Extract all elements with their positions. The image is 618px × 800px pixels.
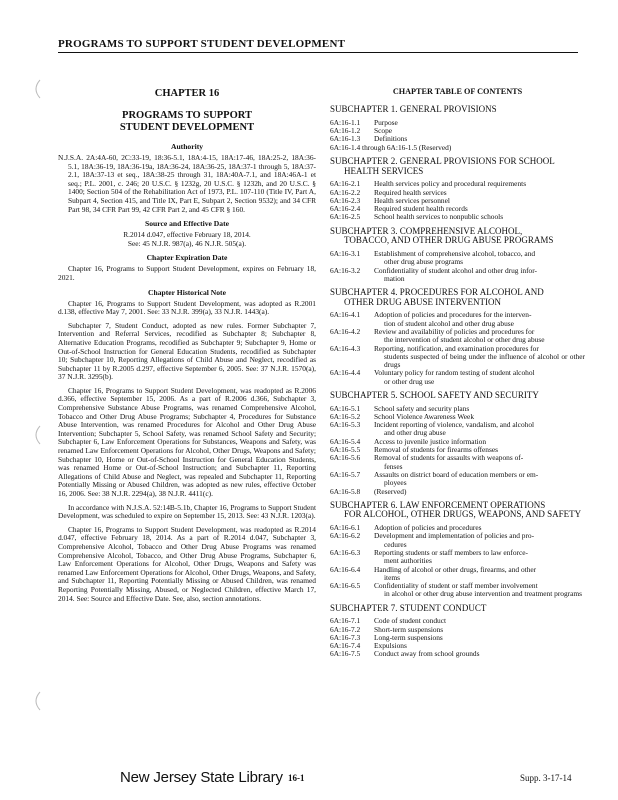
toc-entry-title-line: Code of student conduct [374,616,447,626]
toc-entry-number: 6A:16-2.1 [330,179,361,189]
toc-entry [330,311,585,328]
toc-body [330,105,585,658]
table-of-contents [330,88,585,659]
toc-entry-title-line: Handling of alcohol or other drugs, firearms, and other [374,564,537,574]
footer-supplement: Supp. 3-17-14 [520,773,572,783]
toc-entry-number: 6A:16-4.2 [330,326,361,336]
toc-entry-title-cont: in alcohol or other drug abuse intervention and treatment programs [384,589,583,599]
toc-entry-number: 6A:16-7.2 [330,624,361,634]
toc-subchapter-title-cont: TOBACCO, AND OTHER DRUG ABUSE PROGRAMS [344,235,554,246]
toc-entry-title-line: Access to juvenile justice information [374,436,487,446]
toc-entry-number: 6A:16-6.4 [330,564,361,574]
toc-subchapter-title-main: SUBCHAPTER 1. GENERAL PROVISIONS [330,104,497,115]
chapter-title [58,110,316,134]
toc-entry-number: 6A:16-3.1 [330,248,361,258]
history-heading: Chapter Historical Note [148,287,226,297]
toc-entry-number: 6A:16-2.2 [330,187,361,197]
toc-entry [330,213,585,221]
toc-entry-number: 6A:16-7.5 [330,649,361,659]
toc-subchapter-title-main: SUBCHAPTER 7. STUDENT CONDUCT [330,602,487,613]
toc-entry-number: 6A:16-5.2 [330,411,361,421]
punch-hole-mark-bottom [30,690,46,712]
chapter-number: CHAPTER 16 [154,88,220,99]
toc-entry-number: 6A:16-2.3 [330,195,361,205]
toc-entry-title-line: Health services personnel [374,195,450,205]
toc-subchapter-title-main: SUBCHAPTER 2. GENERAL PROVISIONS FOR SCHOOL [330,156,555,167]
toc-entry-title [374,250,585,267]
toc-entry [330,566,585,583]
history-paragraph: Subchapter 7, Student Conduct, adopted as new rules. Former Subchapter 7, Intervention and Referral Services, recodified as Subchapter 8; Subchapter 8, Alternative Education Programs, recodified as Subchapter 9; Subchapter 9, Home or Out-of-School Instruction for General Education Students, recodified as Subchapter 10; Subchapter 10, Reporting Allegations of Child Abuse and Neglect, recodified as Subchapter 11 by R.2005 d.297, effective September 6, 2005. See: 37 N.J.R. 1570(a), 37 N.J.R. 3295(b). [58,320,316,382]
toc-entry-title-cont: fenses [384,461,403,471]
toc-subchapter-title-cont: FOR ALCOHOL, OTHER DRUGS, WEAPONS, AND SAFETY [344,509,582,520]
toc-entry-title-cont: tion of student alcohol and other drug abuse [384,318,514,328]
authority-heading: Authority [170,142,204,151]
toc-entry [330,189,585,197]
toc-subchapter-title-main: SUBCHAPTER 3. COMPREHENSIVE ALCOHOL, [330,225,523,236]
toc-entry-number: 6A:16-4.1 [330,310,361,320]
toc-entry [330,267,585,284]
toc-entry-number: 6A:16-1.1 [330,117,361,127]
toc-entry-number: 6A:16-1.2 [330,126,361,136]
toc-entry [330,180,585,188]
toc-entry-title-line: Required student health records [374,204,468,214]
toc-entry-number: 6A:16-1.4 through 6A:16-1.5 (Reserved) [330,142,452,152]
toc-entry-title-cont: the intervention of student alcohol or other drug abuse [384,335,545,345]
toc-entry-title [374,650,585,658]
toc-entry-title [374,549,585,566]
toc-entry-title-line: Review and availability of policies and procedures for [374,326,535,336]
toc-entry-title-cont: other drug abuse programs [384,257,464,267]
running-head: PROGRAMS TO SUPPORT STUDENT DEVELOPMENT [58,38,346,50]
toc-entry [330,626,585,634]
toc-entry-title-line: Definitions [374,134,408,144]
toc-entry-title [374,267,585,284]
toc-subchapter-title-cont: HEALTH SERVICES [344,165,424,176]
toc-entry-title-cont: ment authorities [384,556,432,566]
toc-entry [330,634,585,642]
toc-entry-title-line: Long-term suspensions [374,632,443,642]
toc-subchapter-title [330,105,585,115]
toc-entry-title-line: School health services to nonpublic schools [374,212,504,222]
header-rule [58,52,578,53]
history-paragraph: In accordance with N.J.S.A. 52:14B-5.1b, Chapter 16, Programs to Support Student Development, was scheduled to expire on September 15, 2013. See: 43 N.J.R. 1203(a). [58,502,316,521]
toc-subchapter-title [330,501,585,520]
toc-entry [330,345,585,370]
toc-entry-title-cont: cedures [384,539,407,549]
toc-entry-number: 6A:16-5.8 [330,486,361,496]
toc-entry-title-line: Purpose [374,117,398,127]
toc-entry-title-cont: and other drug abuse [384,428,446,438]
toc-entry-title-line: Incident reporting of violence, vandalism, and alcohol [374,420,535,430]
source-line2: See: 45 N.J.R. 987(a), 46 N.J.R. 505(a). [127,238,247,248]
toc-subchapter-title-main: SUBCHAPTER 4. PROCEDURES FOR ALCOHOL AND [330,287,544,298]
toc-entry-title [374,119,585,127]
toc-entry-title-line: (Reserved) [374,486,407,496]
toc-entry-title-line: Development and implementation of policies and pro- [374,531,535,541]
toc-entry [330,119,585,127]
toc-entry-title-line: Required health services [374,187,447,197]
toc-entry-title-line: Confidentiality of student or staff member involvement [374,581,538,591]
toc-subchapter-title [330,288,585,307]
toc-entry [330,532,585,549]
footer-library-stamp: New Jersey State Library [120,769,283,786]
toc-entry [330,421,585,438]
toc-entry-number: 6A:16-5.7 [330,469,361,479]
history-paragraph: Chapter 16, Programs to Support Student Development, was readopted as R.2014 d.047, effective February 18, 2014. As a part of R.2014 d.047, Subchapter 3, Comprehensive Alcohol, Tobacco and Other Drug Abuse Programs was renamed Comprehensive Alcohol, Tobacco, and Other Drug Abuse Programs, Subchapter 6, Law Enforcement Operations for Alcohol, Other Drugs, Weapons and Safety was renamed Law Enforcement Operations for Alcohol, Other Drugs, Weapons, and Safety, and Subchapter 11, Reporting Potentially Missing or Abused Children, was renamed Reporting Potentially Missing, Abused, or Neglected Children, effective March 17, 2014. See: Source and Effective Date. See, also, section annotations. [58,524,316,603]
toc-entry-title-cont: students suspected of being under the influence of alcohol or other drugs [384,351,585,370]
toc-entry-title-line: Removal of students for firearms offenses [374,445,499,455]
toc-entry-title-line: Adoption of policies and procedures for the interven- [374,310,532,320]
toc-entry-title-line: Removal of students for assaults with weapons of- [374,453,524,463]
toc-entry-number: 6A:16-4.3 [330,343,361,353]
left-column [58,88,316,608]
toc-entry-title [374,369,585,386]
toc-entry-title-line: Adoption of policies and procedures [374,523,482,533]
toc-entry-number: 6A:16-5.3 [330,420,361,430]
toc-subchapter-title [330,391,585,401]
toc-entry-title-line: Conduct away from school grounds [374,649,480,659]
toc-entry-title [374,488,585,496]
toc-entry-title-cont: items [384,572,401,582]
source-heading: Source and Effective Date [144,219,229,229]
punch-hole-mark-top [30,78,46,100]
toc-entry-number: 6A:16-6.1 [330,523,361,533]
history-paragraph: Chapter 16, Programs to Support Student Development, was adopted as R.2001 d.138, effective May 7, 2001. See: 33 N.J.R. 399(a), 33 N.J.R. 1443(a). [58,298,316,317]
toc-entry-title [374,454,585,471]
toc-entry-number: 6A:16-7.3 [330,632,361,642]
toc-entry-title [374,421,585,438]
toc-entry-title-line: Reporting students or staff members to law enforce- [374,547,528,557]
expiration-heading: Chapter Expiration Date [146,253,228,263]
toc-entry-title-line: School Violence Awareness Week [374,411,475,421]
expiration-text: Chapter 16, Programs to Support Student Development, expires on February 18, 2021. [58,264,316,282]
toc-entry-title [374,213,585,221]
toc-subchapter-title [330,157,585,176]
toc-entry-number: 6A:16-2.5 [330,212,361,222]
toc-entry [330,127,585,135]
toc-entry-number: 6A:16-4.4 [330,368,361,378]
toc-entry [330,582,585,599]
toc-entry-title-cont: or other drug use [384,376,435,386]
authority-text: N.J.S.A. 2A:4A-60, 2C:33-19, 18:36-5.1, 18A:4-15, 18A:17-46, 18A:25-2, 18A:36-5.1, 18A:36-19, 18A:36-19a, 18A:36-24, 18A:36-25, 18A:37-1 through 5, 18A:37-2.1, 18A:37-13 et seq., 18A:38-25 through 31, 18A:40A-7.1, and 18A:46A-1 et seq.; P.L. 2001, c. 246; 20 U.S.C. § 1232g, 20 U.S.C. § 1232h, and 20 U.S.C. § 1400; Section 504 of the Rehabilitation Act of 1973, P.L. 107-110 (Title IV, Part A, Subpart 4, Section 415, and Title IX, Part E, Subpart 2, Section 9532); and 34 CFR Part 98, 34 CFR Part 99, 42 CFR Part 2, and 45 CFR § 160. [58,153,316,214]
toc-entry [330,250,585,267]
chapter-title-line2: STUDENT DEVELOPMENT [119,122,255,133]
toc-subchapter-title-main: SUBCHAPTER 6. LAW ENFORCEMENT OPERATIONS [330,499,546,510]
chapter-title-line1: PROGRAMS TO SUPPORT [122,110,252,121]
toc-entry [330,617,585,625]
toc-subchapter-title-cont: OTHER DRUG ABUSE INTERVENTION [344,296,502,307]
history-paragraph: Chapter 16, Programs to Support Student Development, was readopted as R.2006 d.366, effective September 15, 2006. As a part of R.2006 d.366, Subchapter 3, Comprehensive Substance Abuse Programs, was renamed Comprehensive Alcohol, Tobacco and Other Drug Abuse Programs; Subchapter 4, Procedures for Substance Abuse Intervention, was renamed Procedures for Alcohol and Other Drug Abuse Intervention; Subchapter 5, School Safety, was renamed School Safety and Security; Subchapter 6, Law Enforcement Operations for Substances, Weapons and Safety, was renamed Law Enforcement Operations for Alcohol, Other Drugs, Weapons and Safety; Subchapter 10, Home or Out-of-School Instruction for General Education Students, was renamed Home or Out-of-School Instruction; and Subchapter 11, Reporting Allegations of Child Abuse and Neglect, was repealed and Subchapter 11, Reporting Potentially Missing or Abused Children, was adopted as new rules, effective October 16, 2006. See: 38 N.J.R. 2294(a), 38 N.J.R. 4411(c). [58,385,316,498]
toc-entry-number: 6A:16-7.4 [330,641,361,651]
toc-entry-title [374,328,585,345]
toc-entry-title-line: Confidentiality of student alcohol and other drug infor- [374,265,538,275]
toc-entry-title-line: School safety and security plans [374,403,470,413]
toc-entry-title [374,345,585,370]
toc-entry-title-line: Voluntary policy for random testing of student alcohol [374,368,535,378]
toc-entry-number: 6A:16-6.3 [330,547,361,557]
toc-entry-number: 6A:16-5.6 [330,453,361,463]
toc-entry [330,369,585,386]
toc-subchapter-title [330,227,585,246]
toc-entry [330,328,585,345]
toc-entry-title-line: Establishment of comprehensive alcohol, tobacco, and [374,248,536,258]
toc-entry [330,454,585,471]
toc-entry-number: 6A:16-6.2 [330,531,361,541]
toc-entry-number: 6A:16-5.4 [330,436,361,446]
toc-entry-title-line: Reporting, notification, and examination procedures for [374,343,539,353]
toc-entry-number: 6A:16-1.3 [330,134,361,144]
toc-entry-title-line: Assaults on district board of education members or em- [374,469,539,479]
toc-entry-title-line: Health services policy and procedural requirements [374,179,527,189]
toc-entry-title-line: Scope [374,126,393,136]
toc-subchapter-title [330,604,585,614]
source-line1: R.2014 d.047, effective February 18, 2014. [123,230,251,240]
toc-entry-number: 6A:16-5.5 [330,445,361,455]
toc-entry-number: 6A:16-5.1 [330,403,361,413]
toc-entry-title-line: Short-term suspensions [374,624,444,634]
toc-entry-title [374,311,585,328]
toc-entry [330,471,585,488]
toc-entry-title [374,471,585,488]
toc-entry-title-cont: mation [384,273,405,283]
toc-entry [330,549,585,566]
toc-subchapter-title-main: SUBCHAPTER 5. SCHOOL SAFETY AND SECURITY [330,389,539,400]
toc-entry-title [374,532,585,549]
toc-entry-number: 6A:16-7.1 [330,616,361,626]
toc-entry [330,650,585,658]
toc-entry-title-cont: ployees [384,478,407,488]
toc-entry-title [374,582,585,599]
toc-entry-number: 6A:16-3.2 [330,265,361,275]
toc-entry-title-line: Expulsions [374,641,407,651]
toc-entry [330,144,585,152]
toc-entry-number: 6A:16-6.5 [330,581,361,591]
toc-entry [330,488,585,496]
toc-entry-number: 6A:16-2.4 [330,204,361,214]
footer-page-number: 16-1 [288,773,305,783]
punch-hole-mark-middle [30,424,46,446]
toc-entry-title [374,566,585,583]
toc-heading: CHAPTER TABLE OF CONTENTS [392,87,523,96]
